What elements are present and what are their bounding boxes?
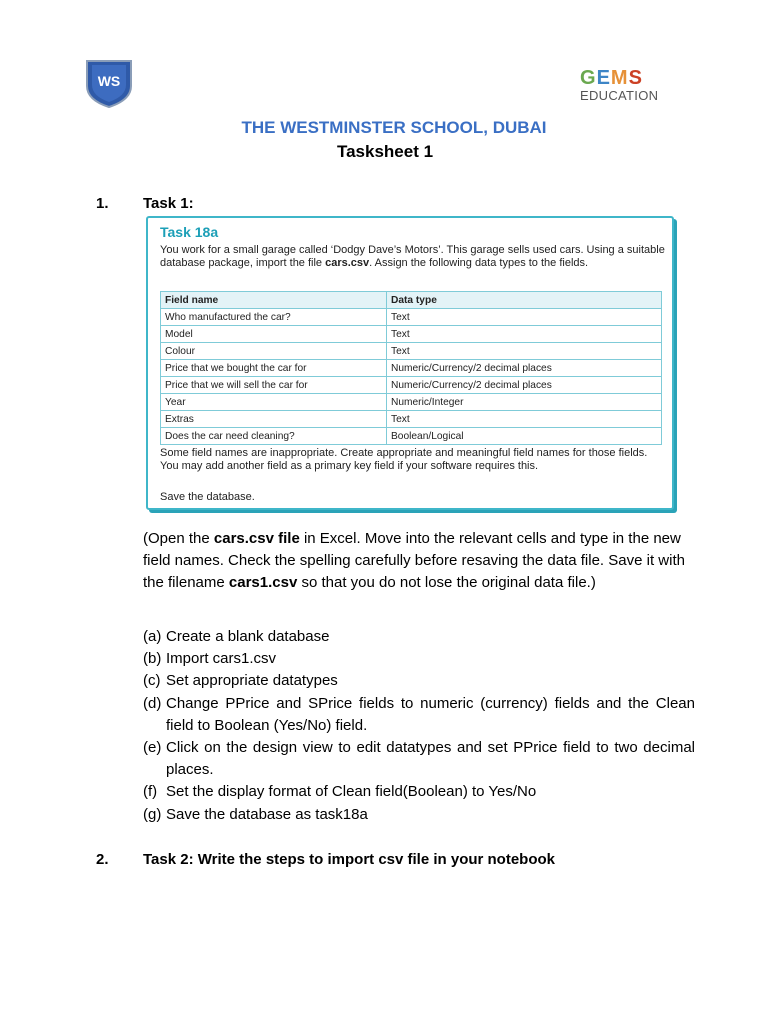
step-text: Set appropriate datatypes: [166, 672, 338, 690]
gems-education-logo: [580, 68, 662, 108]
step-text: Save the database as task18a: [166, 805, 368, 823]
task1-number: 1.: [96, 195, 109, 212]
gems-logo-word: GEMS: [580, 67, 643, 89]
step-text: Change PPrice and SPrice fields to numeric (currency) fields and the Clean field to Boolean (Yes/No) field.: [166, 694, 695, 734]
task-box-title: Task 18a: [160, 224, 219, 240]
gems-logo-subtext: EDUCATION: [580, 88, 659, 103]
intro-text: You work for a small garage called ‘Dodgy Dave’s Motors’. This garage sells used cars. Using a suitable database package, import the file: [160, 244, 665, 269]
table-row: [161, 360, 662, 377]
data-type-cell: Numeric/Currency/2 decimal places: [387, 377, 662, 394]
data-type-cell: Numeric/Currency/2 decimal places: [387, 360, 662, 377]
westminster-school-logo: [84, 58, 134, 108]
step-label: (c): [143, 672, 161, 690]
school-name: THE WESTMINSTER SCHOOL, DUBAI: [241, 118, 547, 137]
instruction-paragraph: [143, 528, 695, 594]
data-type-cell: Text: [387, 343, 662, 360]
data-type-cell: Text: [387, 326, 662, 343]
task2-number: 2.: [96, 851, 109, 868]
task-18a-box: [146, 216, 674, 510]
list-item: [143, 626, 695, 648]
field-name-cell: Colour: [161, 343, 387, 360]
table-row: [161, 309, 662, 326]
field-types-table: [160, 291, 662, 445]
step-text: Create a blank database: [166, 628, 330, 645]
header-field-name: Field name: [161, 292, 387, 309]
data-type-cell: Boolean/Logical: [387, 428, 662, 445]
step-label: (d): [143, 694, 162, 712]
table-row: [161, 411, 662, 428]
task2-label: Task 2: Write the steps to import csv file in your notebook: [143, 851, 556, 868]
data-type-cell: Numeric/Integer: [387, 394, 662, 411]
table-row: [161, 377, 662, 394]
instruction-text: (Open the: [143, 530, 214, 547]
header-data-type: Data type: [387, 292, 662, 309]
list-item: [143, 693, 695, 737]
task-box-save: Save the database.: [160, 491, 255, 503]
field-name-cell: Model: [161, 326, 387, 343]
field-name-cell: Does the car need cleaning?: [161, 428, 387, 445]
step-text: Import cars1.csv: [166, 650, 277, 668]
task-box-note: Some field names are inappropriate. Create appropriate and meaningful field names for those fields. You may add another field as a primary key field if your software requires this.: [160, 447, 648, 472]
list-item: [143, 648, 695, 670]
list-item: [143, 670, 695, 692]
sheet-title: Tasksheet 1: [336, 142, 434, 161]
table-row: [161, 343, 662, 360]
instruction-new-file: cars1.csv: [228, 574, 298, 591]
field-name-cell: Extras: [161, 411, 387, 428]
list-item: [143, 737, 695, 781]
shield-icon: [84, 58, 134, 108]
step-label: (b): [143, 650, 162, 668]
list-item: [143, 781, 695, 803]
field-name-cell: Price that we bought the car for: [161, 360, 387, 377]
table-row: [161, 394, 662, 411]
list-item: [143, 804, 695, 826]
step-label: (g): [143, 805, 162, 823]
step-label: (f): [143, 783, 158, 801]
step-label: (a): [143, 628, 162, 645]
step-text: Click on the design view to edit datatypes and set PPrice field to two decimal places.: [166, 739, 695, 779]
table-row: [161, 326, 662, 343]
field-name-cell: Who manufactured the car?: [161, 309, 387, 326]
field-name-cell: Price that we will sell the car for: [161, 377, 387, 394]
field-name-cell: Year: [161, 394, 387, 411]
intro-text-end: . Assign the following data types to the fields.: [369, 257, 589, 269]
instruction-text: in Excel. Move into the relevant cells and type in the new field names. Check the spelling carefully before resaving the data file. Save it with the filename: [143, 530, 685, 591]
table-header-row: [161, 292, 662, 309]
step-text: Set the display format of Clean field(Boolean) to Yes/No: [166, 783, 537, 801]
table-row: [161, 428, 662, 445]
steps-list: [143, 626, 695, 826]
data-type-cell: Text: [387, 309, 662, 326]
logo-letters: WS: [97, 73, 121, 89]
instruction-text: so that you do not lose the original data file.): [297, 574, 596, 591]
instruction-file: cars.csv file: [213, 530, 300, 547]
task1-label: Task 1:: [143, 195, 194, 212]
data-type-cell: Text: [387, 411, 662, 428]
step-label: (e): [143, 739, 162, 757]
intro-filename: cars.csv: [325, 257, 370, 269]
task-box-intro: [160, 244, 665, 270]
